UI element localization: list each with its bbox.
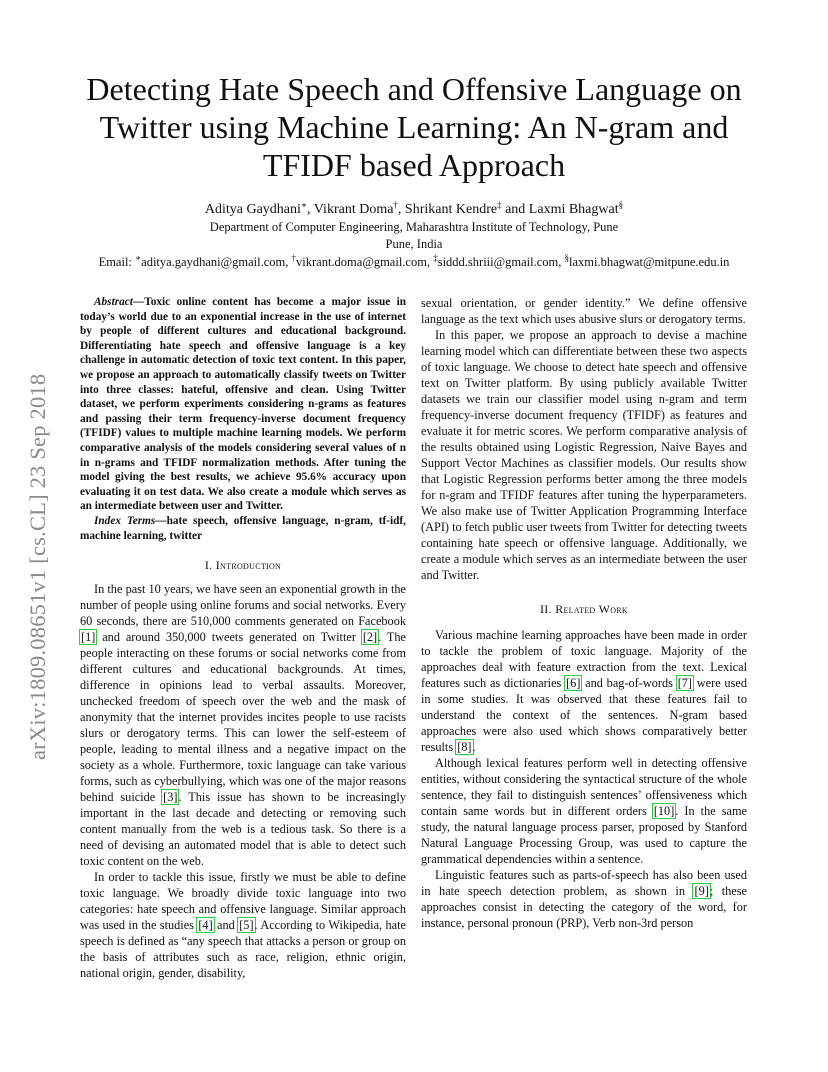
email-mark: † bbox=[291, 253, 297, 263]
citation-link[interactable]: [9] bbox=[694, 884, 709, 898]
paragraph: In order to tackle this issue, firstly we must be able to define toxic language. We broadly divide toxic language into two categories: hate speech and offensive language. Similar approach was used in the studies [4] and [5]. According to Wikipedia, hate speech is defined as “any speech that attacks a person or group on the basis of attributes such as race, religion, ethnic origin, national origin, gender, disability, bbox=[80, 870, 406, 981]
title-line: Detecting Hate Speech and Offensive Language on bbox=[86, 71, 742, 107]
citation-link[interactable]: [6] bbox=[566, 676, 581, 690]
section-heading-introduction bbox=[80, 557, 406, 573]
author-location: Pune, India bbox=[385, 237, 443, 251]
citation-link[interactable]: [3] bbox=[163, 790, 178, 805]
author-department: Department of Computer Engineering, Maharashtra Institute of Technology, Pune bbox=[209, 220, 619, 234]
left-column bbox=[80, 295, 406, 981]
email-mark: § bbox=[564, 253, 569, 263]
section-title: Introduction bbox=[215, 558, 282, 573]
paragraph: In this paper, we propose an approach to devise a machine learning model which can differentiate between these two aspects of toxic language. We choose to detect hate speech and offensive text on Twitter platform. By using publicly available Twitter datasets we train our classifier model using n-gram and term frequency-inverse document frequency (TFIDF) as features and evaluate it for metric scores. We perform comparative analysis of the results obtained using Logistic Regression, Naive Bayes and Support Vector Machines as classifier models. Our results show that Logistic Regression performs better among the three models for n-gram and TFIDF features after tuning the hyperparameters. We also make use of Twitter Application Programming Interface (API) to fetch public user tweets from Twitter for detecting tweets containing hate speech or offensive language. Additionally, we create a module which serves as an intermediate between the user and Twitter. bbox=[421, 328, 747, 582]
author-mark: ‡ bbox=[497, 200, 502, 210]
section-title: Related Work bbox=[555, 602, 629, 616]
index-terms-text: —hate speech, offensive language, n-gram, tf-idf, machine learning, twitter bbox=[80, 514, 407, 542]
abstract-label: Abstract bbox=[94, 296, 133, 308]
title-line: TFIDF based Approach bbox=[262, 147, 566, 183]
citation-link[interactable]: [2] bbox=[362, 630, 378, 645]
email-label: Email: bbox=[98, 255, 136, 269]
paragraph: Various machine learning approaches have been made in order to tackle the problem of toxic language. Majority of the approaches deal with feature extraction from the text. Lexical features such as dictionaries [6] and bag-of-words [7] were used in some studies. It was observed that these features fail to understand the context of the sentences. N-gram based approaches were also used which shows comparatively better results [8]. bbox=[421, 628, 747, 754]
author-name: Vikrant Doma bbox=[313, 202, 394, 217]
author-name: Laxmi Bhagwat bbox=[528, 202, 619, 217]
author-list bbox=[0, 202, 828, 218]
paragraph: Linguistic features such as parts-of-speech has also been used in hate speech detection problem, as shown in [9]; these approaches consist in detecting the category of the word, for instance, personal pronoun (PRP), Verb non-3rd person bbox=[421, 868, 748, 930]
section-heading-related-work bbox=[421, 601, 747, 617]
citation-link[interactable]: [7] bbox=[677, 676, 693, 690]
citation-link[interactable]: [10] bbox=[653, 804, 675, 818]
paragraph: In the past 10 years, we have seen an exponential growth in the number of people using online forums and social networks. Every 60 seconds, there are 510,000 comments generated on Facebook [1] and around 350,000 tweets generated on Twitter [2]. The people interacting on these forums or social networks come from different cultures and educational backgrounds. At times, difference in opinions lead to verbal assaults. Moreover, unchecked freedom of speech over the web and the mask of anonymity that the internet provides incites people to use racists slurs or derogatory terms. This can lower the self-esteem of people, leading to mental illness and a negative impact on the society as a whole. Furthermore, toxic language can take various forms, such as cyberbullying, which was one of the major reasons behind suicide [3]. This issue has shown to be increasingly important in the last decade and detecting or removing such content manually from the web is a tedious task. So there is a need of devising an automated model that is able to detect such toxic content on the web. bbox=[80, 582, 406, 869]
abstract bbox=[80, 295, 406, 514]
paragraph: Although lexical features perform well in detecting offensive entities, without considering the syntactical structure of the whole sentence, they fail to distinguish sentences’ offensiveness which contain same words but in different orders [10]. In the same study, the natural language process parser, proposed by Stanford Natural Language Processing Group, was used to capture the grammatical dependencies within a sentence. bbox=[421, 756, 747, 866]
citation-link[interactable]: [1] bbox=[81, 630, 96, 645]
email-address[interactable]: aditya.gaydhani@gmail.com bbox=[141, 255, 286, 269]
email-address[interactable]: siddd.shriii@gmail.com bbox=[437, 255, 559, 269]
index-terms bbox=[80, 514, 406, 543]
author-emails: Email: ∗aditya.gaydhani@gmail.com, †vikrant.doma@gmail.com, ‡siddd.shriii@gmail.com, §laxmi.bhagwat@mitpune.edu.in bbox=[98, 253, 730, 269]
email-address[interactable]: laxmi.bhagwat@mitpune.edu.in bbox=[569, 255, 730, 269]
abstract-text: —Toxic online content has become a major issue in today’s world due to an exponential increase in the use of internet by people of different cultures and educational background. Differentiating hate speech and offensive language is a key challenge in automatic detection of toxic text content. In this paper, we propose an approach to automatically classify tweets on Twitter into three classes: hateful, offensive and clean. Using Twitter dataset, we perform experiments considering n-grams as features and passing their term frequency-inverse document frequency (TFIDF) values to multiple machine learning models. We perform comparative analysis of the models considering several values of n in n-grams and TFIDF normalization methods. After tuning the model giving the best results, we achieve 95.6% accuracy upon evaluating it on test data. We also create a module which serves as an intermediate between user and Twitter. bbox=[80, 296, 406, 513]
citation-link[interactable]: [8] bbox=[457, 740, 472, 754]
citation-link[interactable]: [5] bbox=[239, 918, 254, 933]
author-mark: ∗ bbox=[300, 200, 308, 210]
paper-title bbox=[60, 70, 768, 184]
section-number: II. bbox=[539, 602, 556, 616]
arxiv-identifier: arXiv:1809.08651v1 [cs.CL] 23 Sep 2018 bbox=[25, 373, 50, 760]
email-address[interactable]: vikrant.doma@gmail.com bbox=[296, 255, 427, 269]
email-mark: ‡ bbox=[433, 253, 438, 263]
author-separator: , bbox=[397, 202, 405, 217]
citation-link[interactable]: [4] bbox=[198, 918, 213, 933]
index-terms-label: Index Terms bbox=[94, 514, 156, 527]
paragraph-continuation: sexual orientation, or gender identity.” We define offensive language as the text which uses abusive slurs or derogatory terms. bbox=[421, 296, 747, 326]
author-name: Shrikant Kendre bbox=[404, 202, 498, 217]
email-mark: ∗ bbox=[135, 253, 142, 263]
author-separator: and bbox=[501, 202, 529, 217]
author-mark: § bbox=[618, 200, 624, 210]
title-line: Twitter using Machine Learning: An N-gram and bbox=[99, 109, 729, 145]
right-column bbox=[421, 295, 747, 931]
section-number: I. bbox=[204, 558, 216, 573]
author-separator: , bbox=[307, 202, 314, 217]
author-name: Aditya Gaydhani bbox=[204, 202, 301, 217]
author-mark: † bbox=[393, 200, 398, 210]
